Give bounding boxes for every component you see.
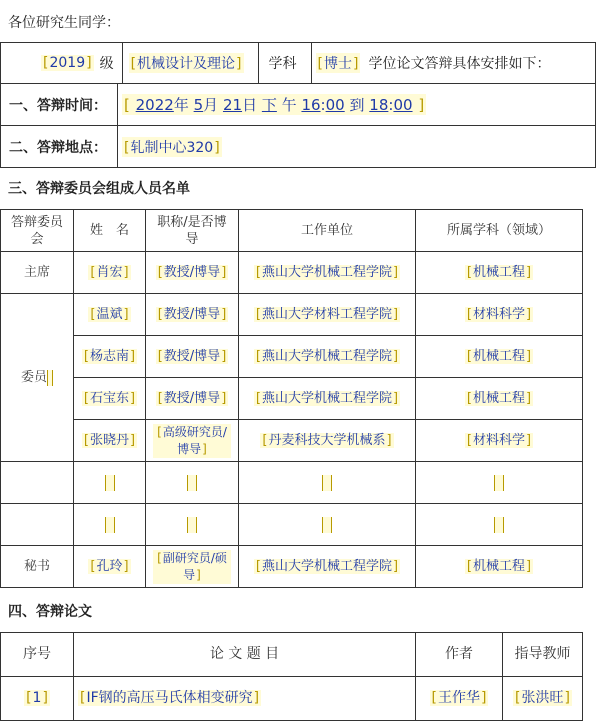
chair-name-field[interactable]: [ 肖宏 ]: [88, 265, 130, 280]
table-row: [1, 294, 583, 336]
year-suffix: 级: [99, 56, 114, 72]
secretary-field-field[interactable]: [ 机械工程 ]: [465, 559, 533, 574]
divider: [122, 42, 123, 84]
empty-title-field[interactable]: [187, 517, 197, 533]
empty-field-field[interactable]: [494, 475, 504, 491]
table-row: [1, 677, 583, 721]
member-field-field[interactable]: [ 材料科学 ]: [465, 307, 533, 322]
thesis-topic-field[interactable]: [ IF钢的高压马氏体相变研究 ]: [78, 690, 261, 706]
header-unit: 工作单位: [239, 210, 416, 252]
header-topic: 论 文 题 目: [74, 633, 416, 677]
committee-table: [0, 209, 583, 588]
place-row: [0, 126, 596, 168]
secretary-title-field[interactable]: [ 副研究员/硕导 ]: [153, 550, 231, 584]
thesis-table: [0, 632, 583, 721]
member-unit-field[interactable]: [ 燕山大学机械工程学院 ]: [254, 391, 400, 406]
chair-field-field[interactable]: [ 机械工程 ]: [465, 265, 533, 280]
member-unit-field[interactable]: [ 丹麦科技大学机械系 ]: [260, 433, 393, 448]
committee-title: 三、答辩委员会组成人员名单: [8, 181, 190, 197]
member-name-field[interactable]: [ 石宝东 ]: [82, 391, 137, 406]
place-field[interactable]: [ 轧制中心320 ]: [122, 137, 222, 157]
header-author: 作者: [416, 633, 503, 677]
committee-header-row: [1, 210, 583, 252]
table-row: [1, 504, 583, 546]
degree-field[interactable]: [ 博士 ]: [316, 53, 361, 73]
divider: [311, 42, 312, 84]
thesis-author-field[interactable]: [ 王作华 ]: [430, 690, 489, 706]
divider: [117, 126, 118, 168]
role-chair: 主席: [1, 252, 74, 294]
empty-cell: [1, 462, 74, 504]
header-title: 职称/是否博导: [146, 210, 239, 252]
empty-name-field[interactable]: [105, 475, 115, 491]
time-field[interactable]: [ 2022年 5月 21日 下 午 16:00 到 18:00 ]: [122, 94, 426, 115]
role-member: 委员: [1, 294, 74, 462]
table-row: [1, 420, 583, 462]
member-field-field[interactable]: [ 机械工程 ]: [465, 349, 533, 364]
thesis-title: 四、答辩论文: [8, 604, 92, 620]
header-field: 所属学科（领域）: [416, 210, 583, 252]
intro-row: [0, 42, 596, 84]
member-title-field[interactable]: [ 教授/博导 ]: [156, 349, 229, 364]
empty-field-field[interactable]: [494, 517, 504, 533]
chair-unit-field[interactable]: [ 燕山大学机械工程学院 ]: [254, 265, 400, 280]
empty-unit-field[interactable]: [322, 517, 332, 533]
thesis-no-field[interactable]: [ 1 ]: [24, 690, 50, 706]
header-name: 姓 名: [74, 210, 146, 252]
header-no: 序号: [1, 633, 74, 677]
table-row: [1, 378, 583, 420]
year-field[interactable]: [ 2019 ]: [41, 55, 94, 71]
member-name-field[interactable]: [ 张晓丹 ]: [82, 433, 137, 448]
empty-name-field[interactable]: [105, 517, 115, 533]
member-title-field[interactable]: [ 教授/博导 ]: [156, 307, 229, 322]
time-label: 一、答辩时间：: [9, 97, 107, 114]
time-row: [0, 84, 596, 126]
secretary-name-field[interactable]: [ 孔玲 ]: [88, 559, 130, 574]
header-advisor: 指导教师: [503, 633, 583, 677]
role-secretary: 秘书: [1, 546, 74, 588]
subject-label: 学科: [268, 56, 297, 72]
thesis-advisor-field[interactable]: [ 张洪旺 ]: [513, 690, 572, 706]
member-name-field[interactable]: [ 杨志南 ]: [82, 349, 137, 364]
divider: [117, 84, 118, 126]
greeting: 各位研究生同学：: [8, 15, 120, 31]
member-title-field[interactable]: [ 高级研究员/博导 ]: [153, 424, 231, 458]
major-field[interactable]: [ 机械设计及理论 ]: [129, 53, 244, 73]
secretary-unit-field[interactable]: [ 燕山大学机械工程学院 ]: [254, 559, 400, 574]
member-unit-field[interactable]: [ 燕山大学机械工程学院 ]: [254, 349, 400, 364]
chair-title-field[interactable]: [ 教授/博导 ]: [156, 265, 229, 280]
member-name-field[interactable]: [ 温斌 ]: [88, 307, 130, 322]
table-row: [1, 252, 583, 294]
table-row: [1, 546, 583, 588]
thesis-header-row: [1, 633, 583, 677]
table-row: [1, 336, 583, 378]
intro-tail: 学位论文答辩具体安排如下：: [368, 56, 551, 72]
header-role: 答辩委员会: [1, 210, 74, 252]
empty-cell: [1, 504, 74, 546]
divider: [258, 42, 259, 84]
member-title-field[interactable]: [ 教授/博导 ]: [156, 391, 229, 406]
member-field-field[interactable]: [ 机械工程 ]: [465, 391, 533, 406]
empty-title-field[interactable]: [187, 475, 197, 491]
place-label: 二、答辩地点：: [9, 139, 107, 156]
empty-unit-field[interactable]: [322, 475, 332, 491]
member-field-field[interactable]: [ 材料科学 ]: [465, 433, 533, 448]
member-unit-field[interactable]: [ 燕山大学材料工程学院 ]: [254, 307, 400, 322]
table-row: [1, 462, 583, 504]
